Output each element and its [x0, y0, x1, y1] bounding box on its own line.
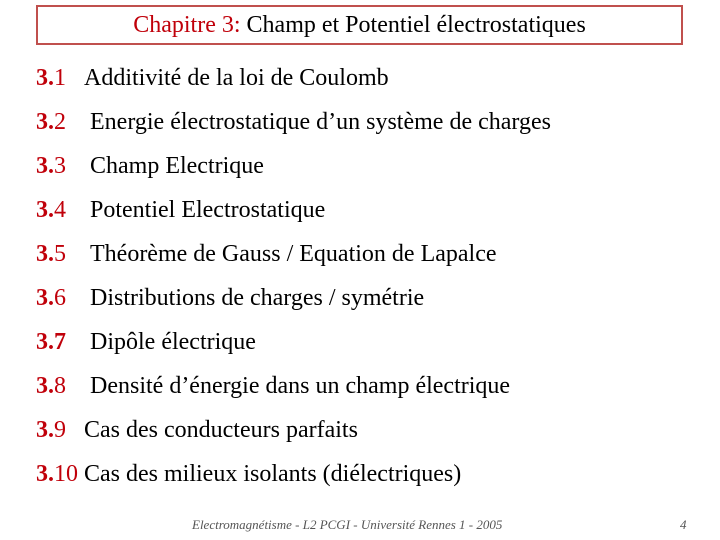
- toc-item: [36, 410, 358, 450]
- toc-item: [36, 278, 424, 318]
- toc-number-major: 3.: [36, 109, 54, 135]
- toc-number-minor: 10: [54, 461, 78, 487]
- toc-number-major: 3.: [36, 285, 54, 311]
- toc-item: [36, 102, 551, 142]
- toc-item: [36, 366, 510, 406]
- chapter-title-box: [36, 5, 683, 45]
- toc-number-minor: 4: [54, 197, 66, 223]
- toc-item-text: Champ Electrique: [90, 153, 264, 179]
- toc-number-major: 3.: [36, 329, 54, 355]
- toc-number-minor: 6: [54, 285, 66, 311]
- toc-number-major: 3.: [36, 197, 54, 223]
- toc-item-text: Distributions de charges / symétrie: [90, 285, 425, 311]
- toc-item-text: Additivité de la loi de Coulomb: [84, 65, 389, 91]
- chapter-title: Champ et Potentiel électrostatiques: [246, 11, 586, 38]
- toc-number-major: 3.: [36, 461, 54, 487]
- toc-item-text: Potentiel Electrostatique: [90, 197, 326, 223]
- toc-item: [36, 454, 461, 494]
- toc-item-text: Théorème de Gauss / Equation de Lapalce: [90, 241, 497, 267]
- toc-item: [36, 190, 325, 230]
- toc-item-text: Dipôle électrique: [90, 329, 256, 355]
- toc-item-text: Cas des conducteurs parfaits: [84, 417, 358, 443]
- toc-number-minor: 3: [54, 153, 66, 179]
- chapter-label: Chapitre 3:: [133, 11, 241, 38]
- toc-number-major: 3.: [36, 153, 54, 179]
- toc-number-minor: 2: [54, 109, 66, 135]
- toc-item-text: Densité d’énergie dans un champ électrique: [90, 373, 511, 399]
- toc-item-text: Energie électrostatique d’un système de charges: [90, 109, 551, 135]
- toc-number-minor: 7: [54, 329, 66, 355]
- toc-item: [36, 58, 389, 98]
- page-number: 4: [680, 517, 687, 532]
- toc-item: [36, 234, 497, 274]
- toc-number-major: 3.: [36, 65, 54, 91]
- toc-number-minor: 8: [54, 373, 66, 399]
- toc-item-text: Cas des milieux isolants (diélectriques): [84, 461, 462, 487]
- toc-item: [36, 146, 264, 186]
- toc-item: [36, 322, 256, 362]
- toc-number-major: 3.: [36, 417, 54, 443]
- toc-number-major: 3.: [36, 241, 54, 267]
- toc-number-minor: 9: [54, 417, 66, 443]
- toc-number-major: 3.: [36, 373, 54, 399]
- toc-number-minor: 5: [54, 241, 66, 267]
- toc-number-minor: 1: [54, 65, 66, 91]
- footer-course-info: Electromagnétisme - L2 PCGI - Université Rennes 1 - 2005: [192, 517, 503, 532]
